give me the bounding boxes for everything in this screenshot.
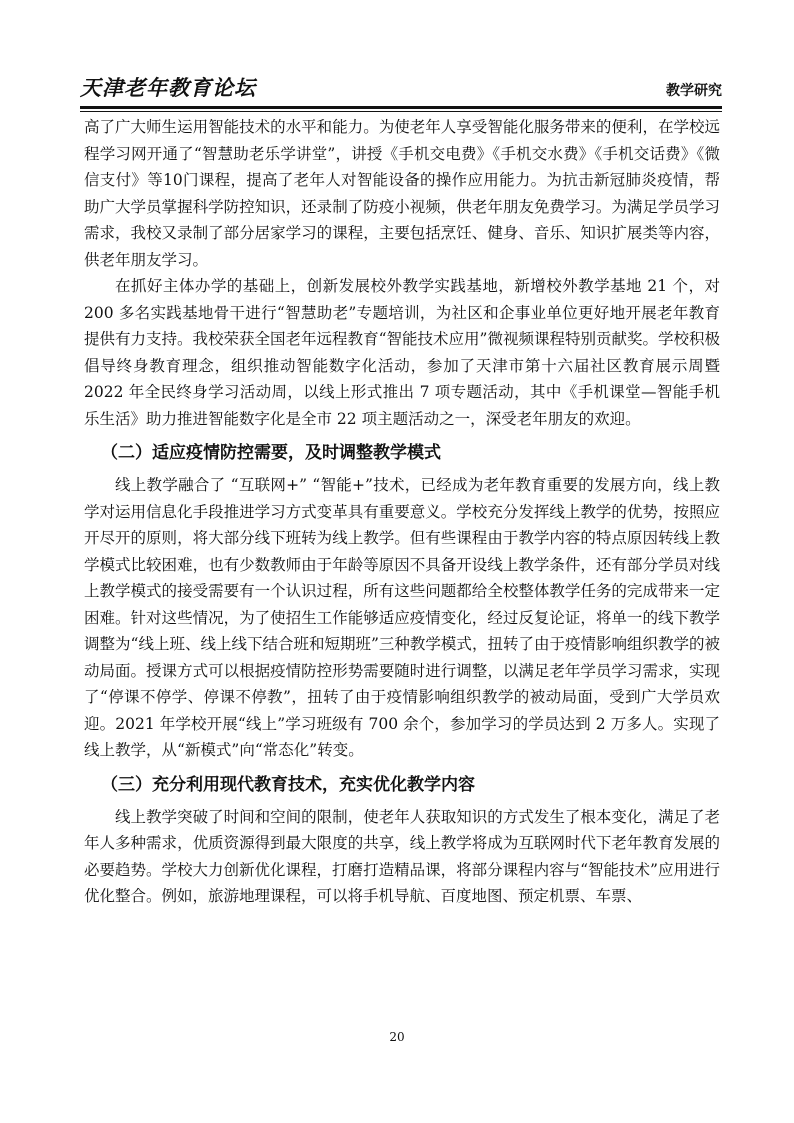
section-label: 教学研究 [666,83,722,99]
paragraph-online-teaching: 线上教学融合了 “互联网+” “智能+”技术，已经成为老年教育重要的发展方向，线上教学对运用信息化手段推进学习方式变革具有重要意义。学校充分发挥线上教学的优势，按照应开尽开的原则，将大部分线下班转为线上教学。但有些课程由于教学内容的特点原因转线上教学模式比较困难，也有少数教师由于年龄等原因不具备开设线上教学条件，还有部分学员对线上教学模式的接受需要有一个认识过程，所有这些问题都给全校整体教学任务的完成带来一定困难。针对这些情况，为了使招生工作能够适应疫情变化，经过反复论证，将单一的线下教学调整为“线上班、线上线下结合班和短期班”三种教学模式，扭转了由于疫情影响组织教学的被动局面。授课方式可以根据疫情防控形势需要随时进行调整，以满足老年学员学习需求，实现了“停课不停学、停课不停教”，扭转了由于疫情影响组织教学的被动局面，受到广大学员欢迎。2021 年学校开展“线上”学习班级有 700 余个，参加学习的学员达到 2 万多人。实现了线上教学，从“新模式”向“常态化”转变。 [84,476,720,759]
paragraph-practice-bases: 在抓好主体办学的基础上，创新发展校外教学实践基地，新增校外教学基地 21 个，对 200 多名实践基地骨干进行“智慧助老”专题培训，为社区和企事业单位更好地开展老年教育提供有力支持。我校荣获全国老年远程教育“智能技术应用”微视频课程特别贡献奖。学校积极倡导终身教育理念，组织推动智能数字化活动，参加了天津市第十六届社区教育展示周暨 2022 年全民终身学习活动周，以线上形式推出 7 项专题活动，其中《手机课堂—智能手机乐生活》助力推进智能数字化是全市 22 项主题活动之一，深受老年朋友的欢迎。 [84,277,720,428]
page-header [80,70,722,104]
section-heading-2: （二）适应疫情防控需要，及时调整教学模式 [101,443,441,463]
header-rule-thick [80,106,722,109]
article-body [84,114,720,910]
header-rule-thin [80,111,722,112]
journal-logo: 天津老年教育论坛 [80,75,256,100]
paragraph-modern-technology: 线上教学突破了时间和空间的限制，使老年人获取知识的方式发生了根本变化，满足了老年人多种需求，优质资源得到最大限度的共享，线上教学将成为互联网时代下老年教育发展的必要趋势。学校大力创新优化课程，打磨打造精品课，将部分课程内容与“智能技术”应用进行优化整合。例如，旅游地理课程，可以将手机导航、百度地图、预定机票、车票、 [84,807,720,905]
section-heading-3: （三）充分利用现代教育技术，充实优化教学内容 [101,774,475,795]
page-number: 20 [389,1030,405,1044]
paragraph-continued: 高了广大师生运用智能技术的水平和能力。为使老年人享受智能化服务带来的便利，在学校远程学习网开通了“智慧助老乐学讲堂”，讲授《手机交电费》《手机交水费》《手机交话费》《微信支付》等10门课程，提高了老年人对智能设备的操作应用能力。为抗击新冠肺炎疫情，帮助广大学员掌握科学防控知识，还录制了防疫小视频，供老年朋友免费学习。为满足学员学习需求，我校又录制了部分居家学习的课程，主要包括烹饪、健身、音乐、知识扩展类等内容，供老年朋友学习。 [84,118,720,269]
